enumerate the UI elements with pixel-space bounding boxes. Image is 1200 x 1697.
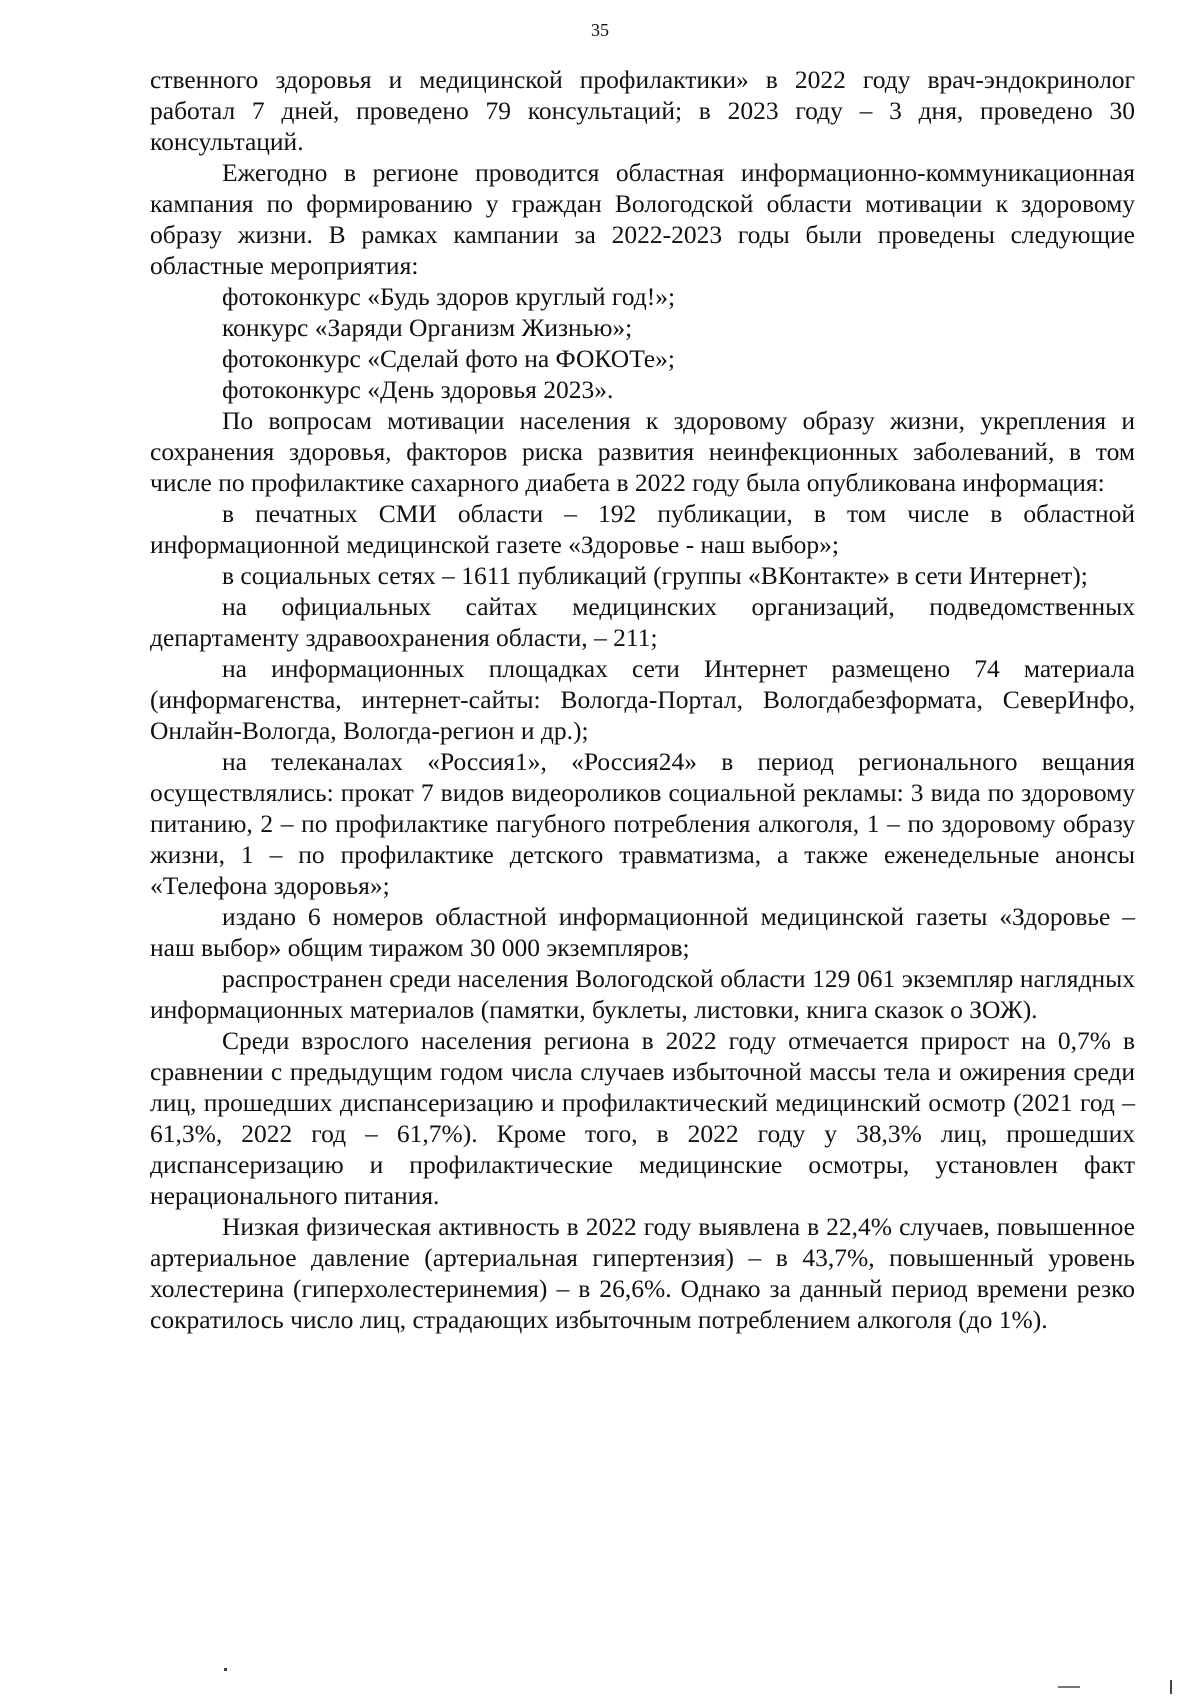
document-body [150,64,1135,1335]
paragraph-print-media: в печатных СМИ области – 192 публикации, в том числе в областной информационной медицинской газете «Здоровье - наш выбор»; [150,499,1135,559]
paragraph-internet-platforms: на информационных площадках сети Интернет размещено 74 материала (информагенства, интернет-сайты: Вологда-Портал, Вологдабезформата, СеверИнфо, Онлайн-Вологда, Вологда-регион и др.); [150,654,1135,745]
paragraph-continuation: ственного здоровья и медицинской профилактики» в 2022 году врач-эндокринолог работал 7 дней, проведено 79 консультаций; в 2023 году – 3 дня, проведено 30 консультаций. [150,65,1135,156]
paragraph-materials: распространен среди населения Вологодской области 129 061 экземпляр наглядных информационных материалов (памятки, буклеты, листовки, книга сказок о ЗОЖ). [150,964,1135,1024]
list-item-photo-contest-2: фотоконкурс «Сделай фото на ФОКОТе»; [222,344,675,373]
page-number: 35 [591,20,609,40]
paragraph-motivation: По вопросам мотивации населения к здоровому образу жизни, укрепления и сохранения здоровья, факторов риска развития неинфекционных заболеваний, в том числе по профилактике сахарного диабета в 2022 году была опубликована информация: [150,406,1135,497]
scan-edge-mark [1058,1686,1080,1688]
paragraph-newspaper: издано 6 номеров областной информационной медицинской газеты «Здоровье – наш выбор» общим тиражом 30 000 экземпляров; [150,902,1135,962]
paragraph-tv-channels: на телеканалах «Россия1», «Россия24» в период регионального вещания осуществлялись: прокат 7 видов видеороликов социальной рекламы: 3 вида по здоровому питанию, 2 – по профилактике пагубного потребления алкоголя, 1 – по здоровому образу жизни, 1 – по профилактике детского травматизма, а также еженедельные анонсы «Телефона здоровья»; [150,747,1135,900]
list-item-photo-contest-3: фотоконкурс «День здоровья 2023». [222,375,614,404]
scan-dot [224,1668,227,1671]
paragraph-social-networks: в социальных сетях – 1611 публикаций (группы «ВКонтакте» в сети Интернет); [222,561,1088,590]
list-item-contest: конкурс «Заряди Организм Жизнью»; [222,313,633,342]
paragraph-adult-population: Среди взрослого населения региона в 2022 году отмечается прирост на 0,7% в сравнении с предыдущим годом числа случаев избыточной массы тела и ожирения среди лиц, прошедших диспансеризацию и профилактический медицинский осмотр (2021 год – 61,3%, 2022 год – 61,7%). Кроме того, в 2022 году у 38,3% лиц, прошедших диспансеризацию и профилактические медицинские осмотры, установлен факт нерационального питания. [150,1026,1135,1210]
paragraph-official-sites: на официальных сайтах медицинских организаций, подведомственных департаменту здравоохранения области, – 211; [150,592,1135,652]
list-item-photo-contest-1: фотоконкурс «Будь здоров круглый год!»; [222,282,676,311]
paragraph-physical-activity: Низкая физическая активность в 2022 году выявлена в 22,4% случаев, повышенное артериальное давление (артериальная гипертензия) – в 43,7%, повышенный уровень холестерина (гиперхолестеринемия) – в 26,6%. Однако за данный период времени резко сократилось число лиц, страдающих избыточным потреблением алкоголя (до 1%). [150,1212,1135,1334]
scan-edge-mark [1170,1680,1172,1694]
paragraph-campaign: Ежегодно в регионе проводится областная информационно-коммуникационная кампания по формированию у граждан Вологодской области мотивации к здоровому образу жизни. В рамках кампании за 2022-2023 годы были проведены следующие областные мероприятия: [150,158,1135,280]
